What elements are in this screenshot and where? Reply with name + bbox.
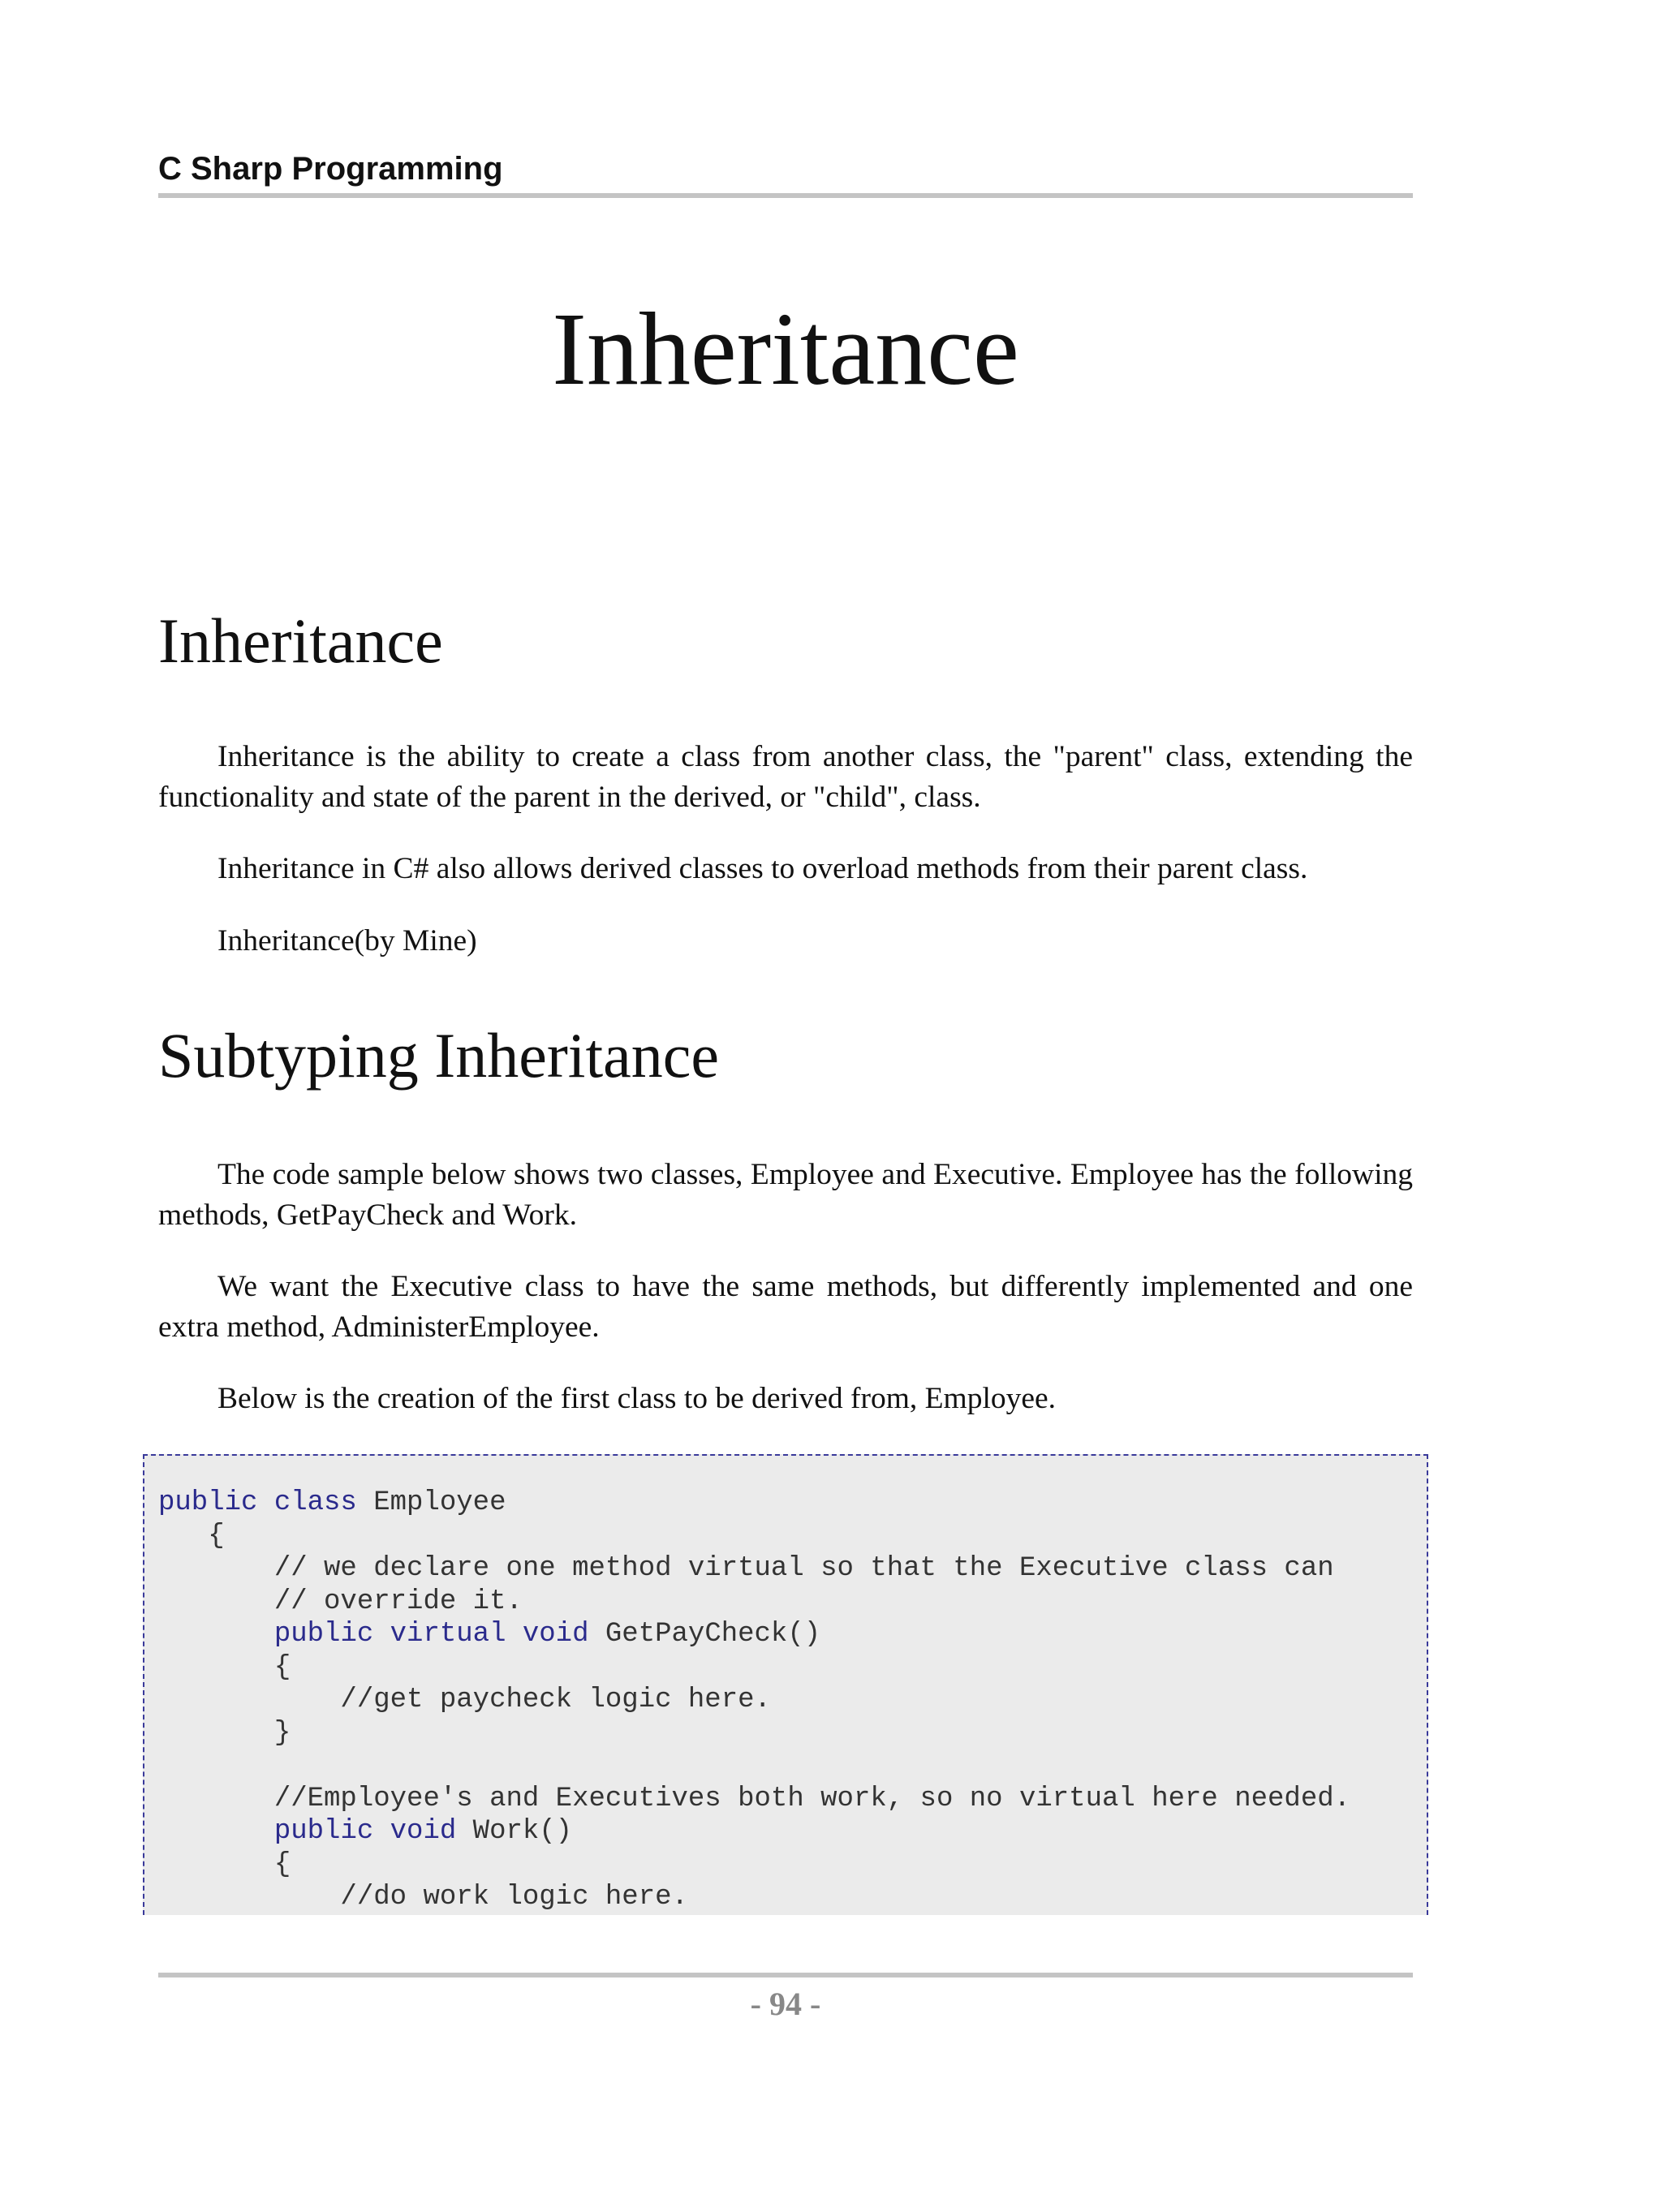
code-comment: // override it.	[158, 1586, 523, 1617]
code-comment: //get paycheck logic here.	[158, 1685, 771, 1715]
code-text: Employee	[356, 1487, 506, 1518]
page-number: - 94 -	[750, 1986, 821, 2022]
code-comment: //Employee's and Executives both work, so no virtual here needed.	[158, 1783, 1351, 1814]
code-line: {	[158, 1520, 225, 1551]
code-keyword: public class	[158, 1487, 357, 1518]
code-comment: //do work logic here.	[158, 1882, 688, 1913]
code-keyword: public virtual void	[273, 1619, 589, 1650]
paragraph: Inheritance in C# also allows derived classes to overload methods from their parent class.	[217, 852, 1308, 885]
section-heading-subtyping: Subtyping Inheritance	[158, 1020, 719, 1091]
paragraph: Inheritance is the ability to create a class from another class, the "parent" class, extending the functionality and state of the parent in the derived, or "child", class.	[158, 740, 1413, 814]
paragraph: Inheritance(by Mine)	[217, 924, 477, 958]
paragraph: Below is the creation of the first class to be derived from, Employee.	[217, 1382, 1057, 1415]
code-line: {	[158, 1651, 291, 1683]
footer-rule	[158, 1973, 1413, 1977]
code-text: Work()	[456, 1816, 573, 1847]
code-text: GetPayCheck()	[588, 1619, 821, 1650]
section-heading-inheritance: Inheritance	[158, 605, 443, 676]
code-listing	[158, 1487, 1350, 1914]
header-rule	[158, 193, 1413, 198]
running-header: C Sharp Programming	[158, 151, 503, 187]
code-block	[143, 1454, 1428, 1915]
code-line: }	[158, 1717, 291, 1749]
code-line: {	[158, 1848, 291, 1880]
paragraph: The code sample below shows two classes, Employee and Executive. Employee has the following methods, GetPayCheck and Work.	[158, 1158, 1413, 1232]
chapter-title: Inheritance	[552, 291, 1019, 407]
paragraph: We want the Executive class to have the same methods, but differently implemented and one extra method, AdministerEmployee.	[158, 1270, 1413, 1344]
code-comment: // we declare one method virtual so that the Executive class can	[158, 1553, 1334, 1584]
code-keyword: public void	[273, 1816, 457, 1847]
